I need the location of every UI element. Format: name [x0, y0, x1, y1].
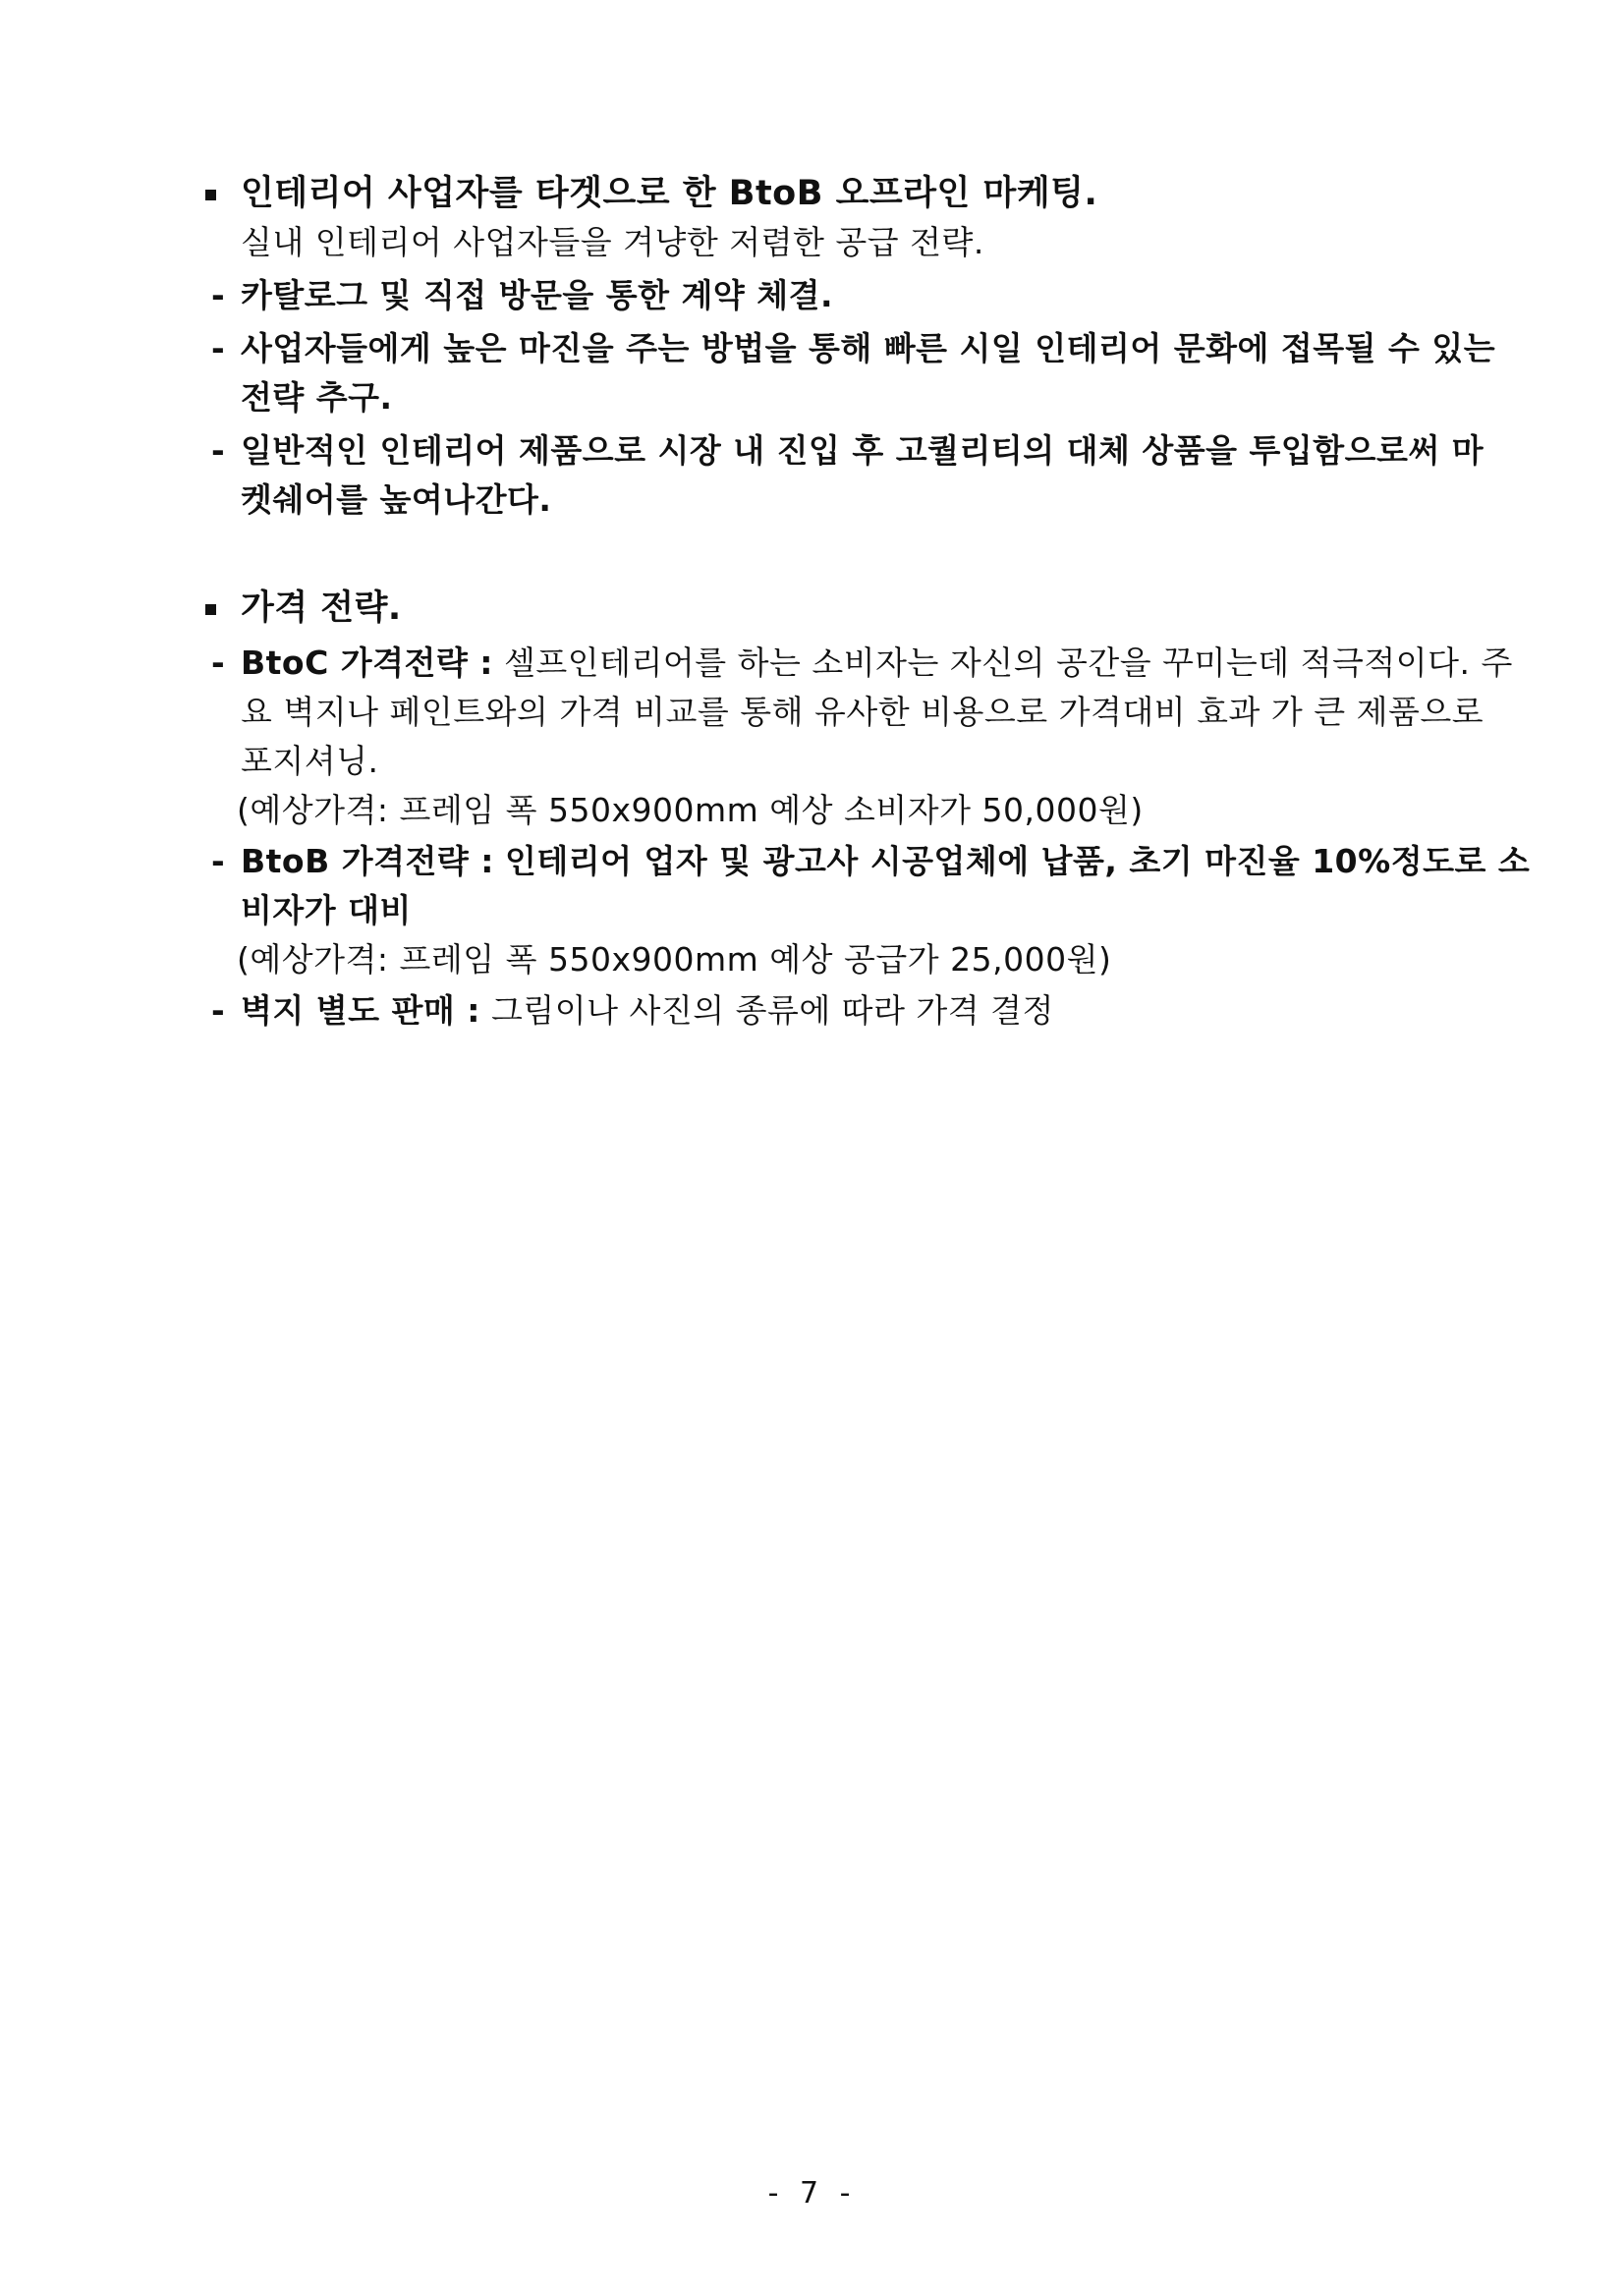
heading-text: 가격 전략. — [241, 588, 402, 628]
list-item-btob — [201, 837, 1531, 886]
list-item-continuation: 켓쉐어를 높여나간다. — [241, 480, 552, 519]
btob-continuation: 비자가 대비 — [241, 891, 412, 929]
wallpaper-text: 그림이나 사진의 종류에 따라 가격 결정 — [490, 991, 1054, 1030]
btoc-label: BtoC 가격전략 : — [241, 644, 494, 682]
list-item-continuation: 전략 추구. — [241, 378, 393, 417]
list-item-text: 일반적인 인테리어 제품으로 시장 내 진입 후 고퀄리티의 대체 상품을 투입함으로써 마 — [241, 431, 1484, 470]
dash-bullet: - — [211, 991, 226, 1030]
square-bullet-icon — [205, 190, 216, 200]
btoc-continuation: 요 벽지나 페인트와의 가격 비교를 통해 유사한 비용으로 가격대비 효과 가 큰 제품으로 — [241, 693, 1484, 731]
list-item — [201, 271, 1498, 320]
list-item — [201, 426, 1498, 476]
list-item-text: 사업자들에게 높은 마진을 주는 방법을 통해 빠른 시일 인테리어 문화에 접목될 수 있는 — [241, 329, 1496, 367]
square-bullet-icon — [205, 604, 216, 615]
btoc-continuation: 포지셔닝. — [241, 742, 379, 780]
dash-bullet: - — [211, 276, 226, 314]
btoc-price: (예상가격: 프레임 폭 550x900mm 예상 소비자가 50,000원) — [237, 791, 1144, 829]
section-heading — [201, 165, 1498, 222]
dash-bullet: - — [211, 431, 226, 470]
dash-bullet: - — [211, 329, 226, 367]
page-number: - 7 - — [767, 2176, 857, 2211]
wallpaper-label: 벽지 별도 판매 : — [241, 991, 480, 1030]
btob-label: BtoB 가격전략 : — [241, 842, 494, 880]
section-pricing — [201, 580, 1531, 1036]
list-item-text: 카탈로그 및 직접 방문을 통한 계약 체결. — [241, 276, 834, 314]
btob-price: (예상가격: 프레임 폭 550x900mm 예상 공급가 25,000원) — [237, 940, 1112, 979]
section-heading — [201, 580, 1498, 637]
intro-text: 실내 인테리어 사업자들을 겨냥한 저렴한 공급 전략. — [241, 223, 984, 261]
list-item-btoc — [201, 639, 1513, 688]
list-item-wallpaper — [201, 986, 1498, 1036]
btob-text: 인테리어 업자 및 광고사 시공업체에 납품, 초기 마진율 10%정도로 소 — [504, 842, 1531, 880]
section-bto b-marketing — [201, 165, 1498, 525]
list-item — [201, 324, 1498, 373]
dash-bullet: - — [211, 842, 226, 880]
heading-text: 인테리어 사업자를 타겟으로 한 BtoB 오프라인 마케팅. — [241, 174, 1098, 213]
btoc-text: 셀프인테리어를 하는 소비자는 자신의 공간을 꾸미는데 적극적이다. 주 — [504, 644, 1513, 682]
dash-bullet: - — [211, 644, 226, 682]
